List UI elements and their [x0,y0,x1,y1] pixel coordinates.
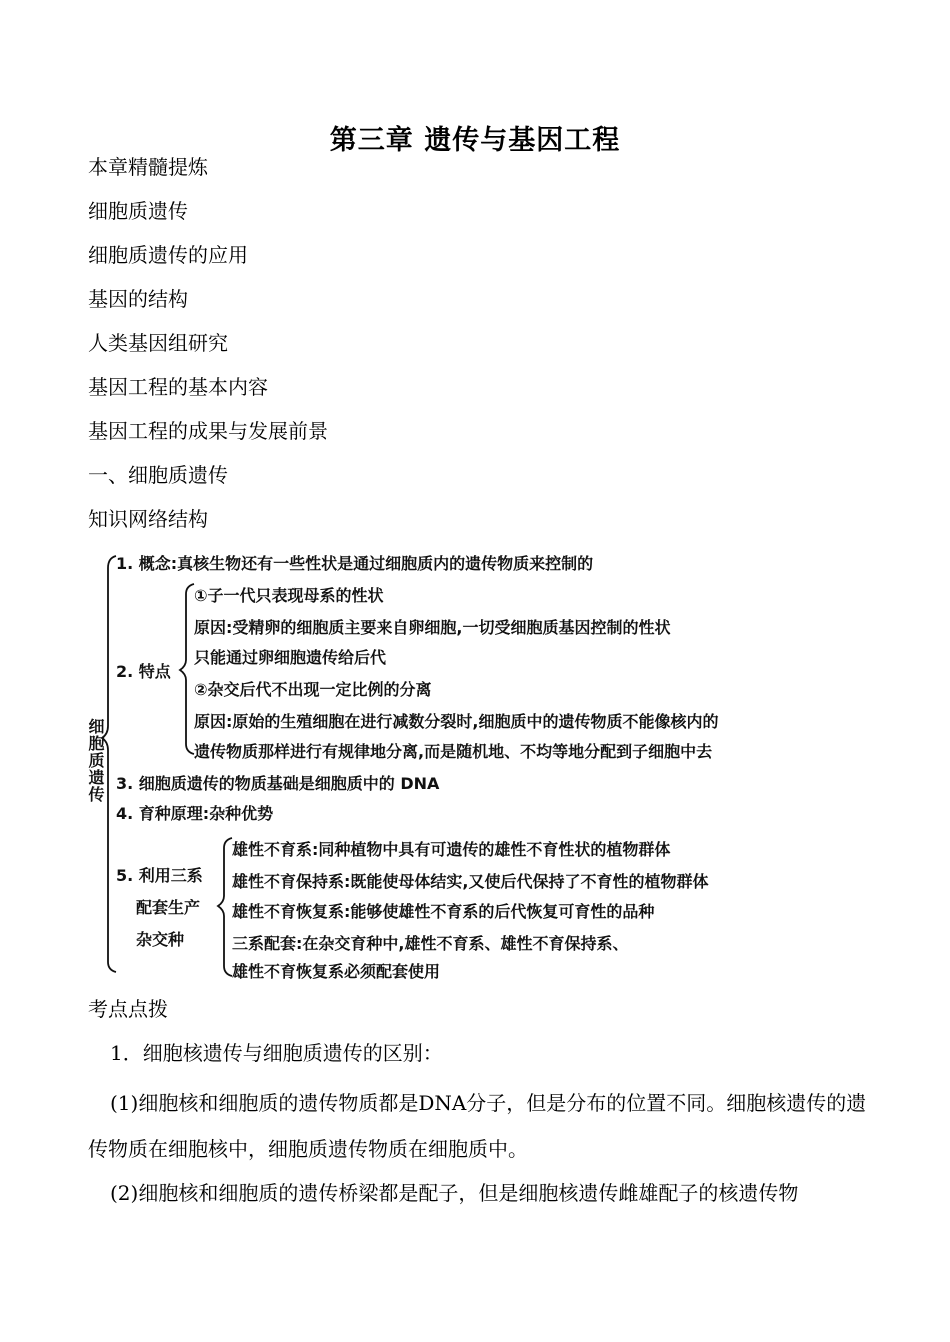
toc-item: 基因工程的成果与发展前景 [88,419,328,443]
diagram-feature-line: 遗传物质那样进行有规律地分离,而是随机地、不均等地分配到子细胞中去 [194,742,713,761]
chapter-contents [88,150,328,546]
knowledge-network-diagram [80,548,860,980]
toc-item: 人类基因组研究 [88,331,228,355]
diagram-system-line: 雄性不育系:同种植物中具有可遗传的雄性不育性状的植物群体 [232,840,671,859]
diagram-item-three-line-label: 杂交种 [136,930,185,949]
diagram-feature-line: 只能通过卵细胞遗传给后代 [194,648,387,667]
diagram-item-three-line-label: 5. 利用三系 [116,866,203,885]
diagram-system-line: 三系配套:在杂交育种中,雄性不育系、雄性不育保持系、 [232,934,629,953]
diagram-item-concept: 1. 概念:真核生物还有一些性状是通过细胞质内的遗传物质来控制的 [116,554,594,573]
diagram-item-features-label: 2. 特点 [116,662,171,681]
exam-points-heading: 考点点拨 [88,997,168,1021]
toc-item: 本章精髓提炼 [88,155,208,179]
network-heading: 知识网络结构 [88,507,208,531]
paragraph: (2)细胞核和细胞质的遗传桥梁都是配子，但是细胞核遗传雌雄配子的核遗传物 [110,1181,799,1205]
toc-item: 基因工程的基本内容 [88,375,268,399]
diagram-feature-line: ①子一代只表现母系的性状 [194,586,384,605]
diagram-feature-line: 原因:受精卵的细胞质主要来自卵细胞,一切受细胞质基因控制的性状 [194,618,671,637]
chapter-title: 第三章 遗传与基因工程 [329,125,621,156]
diagram-feature-line: 原因:原始的生殖细胞在进行减数分裂时,细胞质中的遗传物质不能像核内的 [194,712,719,731]
diagram-feature-line: ②杂交后代不出现一定比例的分离 [194,680,432,699]
section-heading: 一、细胞质遗传 [88,463,228,487]
toc-item: 细胞质遗传的应用 [88,243,248,267]
diagram-item-three-line-label: 配套生产 [136,898,201,917]
toc-item: 细胞质遗传 [88,199,188,223]
toc-item: 基因的结构 [88,287,188,311]
diagram-system-line: 雄性不育恢复系:能够使雄性不育系的后代恢复可育性的品种 [232,902,655,921]
diagram-system-line: 雄性不育保持系:既能使母体结实,又使后代保持了不育性的植物群体 [232,872,709,891]
paragraph: (1)细胞核和细胞质的遗传物质都是DNA分子，但是分布的位置不同。细胞核遗传的遗传物质在细胞核中，细胞质遗传物质在细胞质中。 [88,1091,867,1161]
diagram-item-basis: 3. 细胞质遗传的物质基础是细胞质中的 DNA [116,774,440,793]
diagram-root-label: 细胞质遗传 [86,718,105,803]
diagram-item-principle: 4. 育种原理:杂种优势 [116,804,274,823]
point-heading: 1．细胞核遗传与细胞质遗传的区别： [110,1041,443,1065]
diagram-system-line: 雄性不育恢复系必须配套使用 [232,962,441,981]
